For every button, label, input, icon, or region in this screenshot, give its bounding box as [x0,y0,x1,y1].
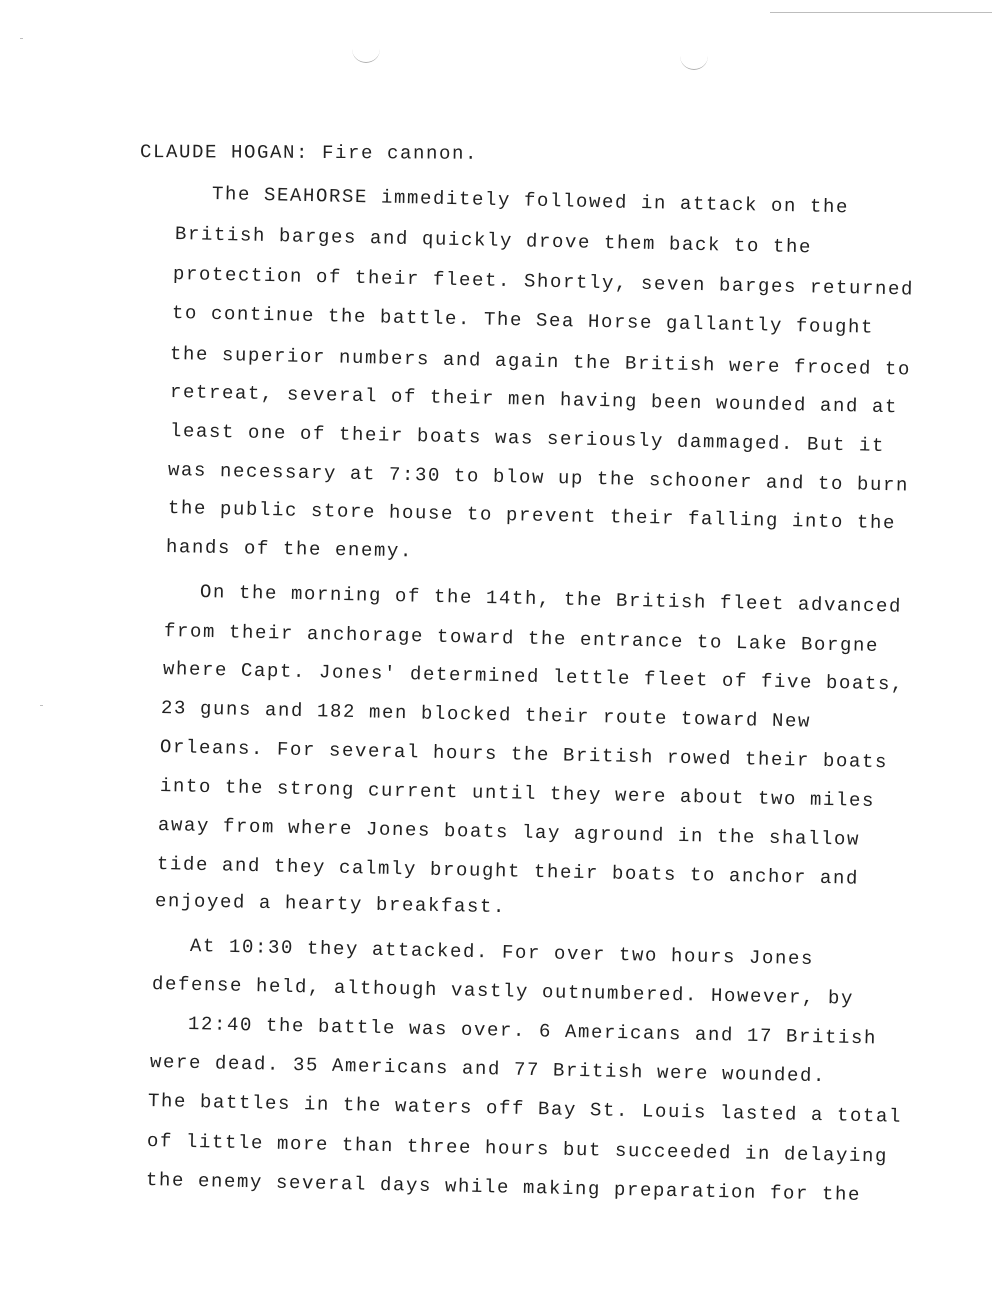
text-line: British barges and quickly drove them back to the [174,223,813,259]
text-line: where Capt. Jones' determined lettle fleet of five boats, [162,658,905,696]
text-line: hands of the enemy. [165,536,414,563]
text-line: The SEAHORSE immeditely followed in attack on the [211,183,850,219]
text-line: the superior numbers and again the British were froced to [169,343,912,381]
text-line: the enemy several days while making preparation for the [145,1169,862,1206]
text-line: least one of their boats was seriously dammaged. But it [169,420,886,457]
text-line: 23 guns and 182 men blocked their route toward New [160,697,812,733]
text-line: retreat, several of their men having been wounded and at [169,381,899,419]
text-line: At 10:30 they attacked. For over two hours Jones [189,935,815,971]
text-line: of little more than three hours but succeeded in delaying [146,1130,889,1168]
text-line: was necessary at 7:30 to blow up the schooner and to burn [167,459,910,497]
text-line: away from where Jones boats lay aground in the shallow [157,814,861,851]
text-line: tide and they calmly brought their boats to anchor and [156,853,860,890]
speaker-line: CLAUDE HOGAN: Fire cannon. [139,141,479,165]
scan-speck [40,705,43,706]
text-line: Orleans. For several hours the British rowed their boats [159,736,889,774]
text-line: 12:40 the battle was over. 6 Americans and 17 British [187,1013,878,1050]
text-line: defense held, although vastly outnumbered. However, by [151,973,855,1010]
text-line: enjoyed a hearty breakfast. [154,890,507,919]
text-line: into the strong current until they were about two miles [159,775,876,812]
text-line: the public store house to prevent their falling into the [167,497,897,535]
text-line: protection of their fleet. Shortly, seven barges returned [172,263,915,301]
scan-speck [20,38,23,39]
text-line: The battles in the waters off Bay St. Louis lasted a total [147,1090,903,1128]
text-line: from their anchorage toward the entrance to Lake Borgne [163,620,880,657]
punch-hole-mark [352,48,380,63]
text-line: to continue the battle. The Sea Horse gallantly fought [171,302,875,339]
scan-edge-line [770,12,992,13]
punch-hole-mark [680,55,708,70]
text-line: On the morning of the 14th, the British fleet advanced [199,581,903,618]
text-line: were dead. 35 Americans and 77 British were wounded. [149,1051,827,1088]
